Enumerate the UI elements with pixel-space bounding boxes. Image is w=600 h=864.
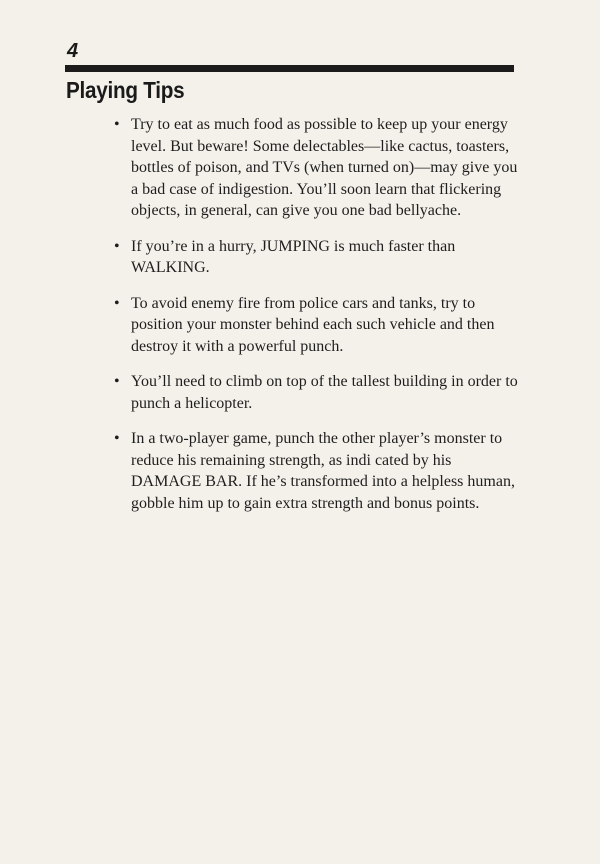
bullet-icon: • [114,116,120,133]
tip-item [110,293,520,358]
bullet-icon: • [114,373,120,390]
bullet-icon: • [114,294,120,312]
page-number: 4 [67,40,79,62]
tip-text: In a two-player game, punch the other player’s monster to reduce his remaining strength, as indi cated by his DAMAGE BAR. If he’s transformed into a helpless human, gobble him up to gain extra strength and bonus points. [131,430,515,512]
tip-item [110,428,520,514]
section-heading: Playing Tips [66,77,185,103]
tips-list [110,114,520,528]
bullet-icon: • [114,430,120,447]
tip-text: You’ll need to climb on top of the tallest building in order to punch a helicopter. [131,373,518,412]
tip-item [110,236,520,279]
tip-text: To avoid enemy fire from police cars and tanks, try to position your monster behind each such vehicle and then destroy it with a powerful punch. [131,294,495,355]
header-rule [65,65,514,72]
tip-text: Try to eat as much food as possible to keep up your energy level. But beware! Some delectables—like cactus, toasters, bottles of poison, and TVs (when turned on)—may give you a bad case of indigestion. You’ll soon learn that flickering objects, in general, can give you one bad bellyache. [131,116,518,219]
tip-text: If you’re in a hurry, JUMPING is much faster than WALKING. [131,237,456,276]
tip-item [110,114,520,222]
bullet-icon: • [114,237,120,255]
tip-item [110,371,520,414]
